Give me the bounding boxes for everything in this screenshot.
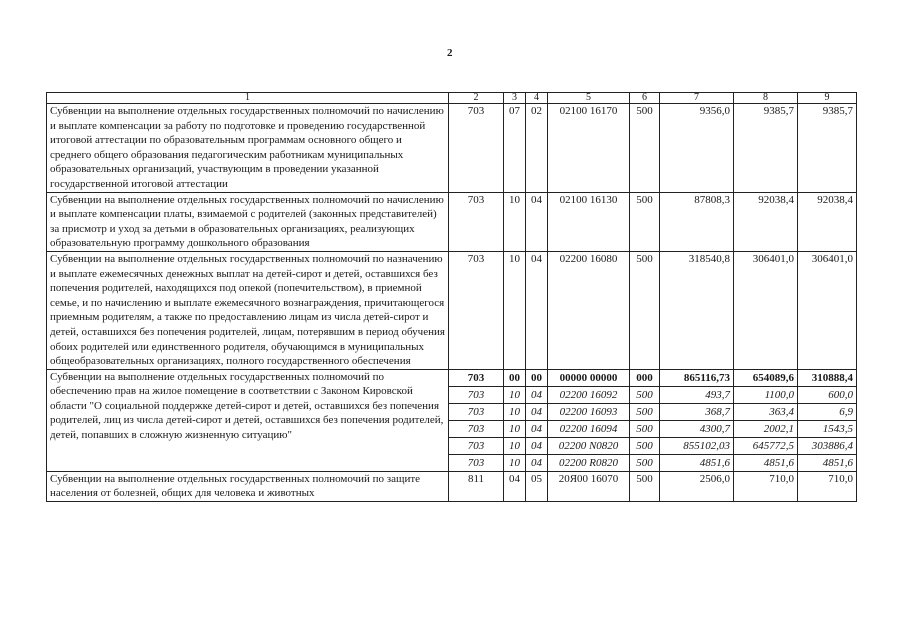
header-row bbox=[47, 93, 857, 104]
cell-section: 10 bbox=[504, 251, 526, 369]
cell-amount-col9: 4851,6 bbox=[798, 454, 857, 471]
cell-amount-col9: 9385,7 bbox=[798, 104, 857, 193]
cell-section: 00 bbox=[504, 369, 526, 386]
cell-target-code: 02200 R0820 bbox=[548, 454, 630, 471]
header-cell: 8 bbox=[734, 93, 798, 104]
cell-amount-col9: 306401,0 bbox=[798, 251, 857, 369]
cell-expense-type: 500 bbox=[630, 437, 660, 454]
cell-section: 10 bbox=[504, 420, 526, 437]
cell-section: 10 bbox=[504, 437, 526, 454]
cell-subsection: 04 bbox=[526, 454, 548, 471]
cell-amount-col7: 318540,8 bbox=[660, 251, 734, 369]
cell-ministry: 811 bbox=[449, 471, 504, 501]
cell-amount-col8: 306401,0 bbox=[734, 251, 798, 369]
cell-amount-col7: 87808,3 bbox=[660, 192, 734, 251]
cell-subsection: 04 bbox=[526, 192, 548, 251]
cell-subsection: 04 bbox=[526, 437, 548, 454]
cell-expense-type: 500 bbox=[630, 471, 660, 501]
cell-target-code: 02200 N0820 bbox=[548, 437, 630, 454]
header-cell: 9 bbox=[798, 93, 857, 104]
cell-section: 07 bbox=[504, 104, 526, 193]
cell-section: 10 bbox=[504, 403, 526, 420]
cell-target-code: 02100 16170 bbox=[548, 104, 630, 193]
cell-amount-col8: 363,4 bbox=[734, 403, 798, 420]
cell-ministry: 703 bbox=[449, 454, 504, 471]
cell-amount-col9: 310888,4 bbox=[798, 369, 857, 386]
budget-table bbox=[46, 92, 857, 502]
cell-amount-col8: 92038,4 bbox=[734, 192, 798, 251]
cell-amount-col9: 6,9 bbox=[798, 403, 857, 420]
row-description: Субвенции на выполнение отдельных государственных полномочий по защите населения от болезней, общих для человека и животных bbox=[47, 471, 449, 501]
cell-target-code: 02200 16093 bbox=[548, 403, 630, 420]
cell-expense-type: 500 bbox=[630, 104, 660, 193]
header-cell: 6 bbox=[630, 93, 660, 104]
cell-section: 10 bbox=[504, 386, 526, 403]
cell-amount-col9: 303886,4 bbox=[798, 437, 857, 454]
row-description: Субвенции на выполнение отдельных государственных полномочий по обеспечению прав на жилое помещение в соответствии с Законом Кировской области "О социальной поддержке детей-сирот и детей, оставшихся без попечения родителей, лиц из числа детей-сирот и детей, оставшихся без попечения родителей, детей, попавших в сложную жизненную ситуацию" bbox=[47, 369, 449, 471]
cell-ministry: 703 bbox=[449, 420, 504, 437]
header-cell: 1 bbox=[47, 93, 449, 104]
cell-amount-col7: 9356,0 bbox=[660, 104, 734, 193]
cell-subsection: 04 bbox=[526, 251, 548, 369]
cell-amount-col8: 4851,6 bbox=[734, 454, 798, 471]
header-cell: 7 bbox=[660, 93, 734, 104]
cell-subsection: 02 bbox=[526, 104, 548, 193]
cell-ministry: 703 bbox=[449, 192, 504, 251]
cell-expense-type: 500 bbox=[630, 386, 660, 403]
cell-amount-col8: 1100,0 bbox=[734, 386, 798, 403]
cell-subsection: 00 bbox=[526, 369, 548, 386]
page-number: 2 bbox=[447, 47, 453, 59]
cell-amount-col7: 4300,7 bbox=[660, 420, 734, 437]
header-cell: 3 bbox=[504, 93, 526, 104]
cell-amount-col7: 865116,73 bbox=[660, 369, 734, 386]
cell-amount-col9: 710,0 bbox=[798, 471, 857, 501]
table-row bbox=[47, 471, 857, 501]
cell-amount-col8: 9385,7 bbox=[734, 104, 798, 193]
cell-expense-type: 500 bbox=[630, 454, 660, 471]
cell-target-code: 20Я00 16070 bbox=[548, 471, 630, 501]
cell-expense-type: 000 bbox=[630, 369, 660, 386]
header-cell: 5 bbox=[548, 93, 630, 104]
cell-amount-col7: 4851,6 bbox=[660, 454, 734, 471]
table-row bbox=[47, 104, 857, 193]
row-description: Субвенции на выполнение отдельных государственных полномочий по начислению и выплате компенсации за работу по подготовке и проведению государственной итоговой аттестации по образовательным программам основного общего и среднего общего образования педагогическим работникам муниципальных образовательных организаций, участвующим в проведении указанной государственной итоговой аттестации bbox=[47, 104, 449, 193]
cell-section: 10 bbox=[504, 192, 526, 251]
cell-subsection: 04 bbox=[526, 420, 548, 437]
cell-ministry: 703 bbox=[449, 369, 504, 386]
cell-target-code: 02200 16080 bbox=[548, 251, 630, 369]
cell-target-code: 00000 00000 bbox=[548, 369, 630, 386]
cell-amount-col7: 368,7 bbox=[660, 403, 734, 420]
cell-section: 04 bbox=[504, 471, 526, 501]
cell-ministry: 703 bbox=[449, 386, 504, 403]
cell-expense-type: 500 bbox=[630, 420, 660, 437]
table-row bbox=[47, 251, 857, 369]
cell-amount-col8: 645772,5 bbox=[734, 437, 798, 454]
cell-target-code: 02100 16130 bbox=[548, 192, 630, 251]
table-row bbox=[47, 192, 857, 251]
row-description: Субвенции на выполнение отдельных государственных полномочий по назначению и выплате ежемесячных денежных выплат на детей-сирот и детей, оставшихся без попечения родителей, находящихся под опекой (попечительством), в приемной семье, и по начислению и выплате ежемесячного вознаграждения, причитающегося приемным родителям, а также по предоставлению лицам из числа детей-сирот и детей, оставшихся без попечения родителей, лицам, потерявшим в период обучения обоих родителей или единственного родителя, обучающимся в муниципальных общеобразовательных организациях, полного государственного обеспечения bbox=[47, 251, 449, 369]
cell-amount-col9: 92038,4 bbox=[798, 192, 857, 251]
cell-ministry: 703 bbox=[449, 251, 504, 369]
cell-ministry: 703 bbox=[449, 104, 504, 193]
table-row-total bbox=[47, 369, 857, 386]
header-cell: 4 bbox=[526, 93, 548, 104]
cell-section: 10 bbox=[504, 454, 526, 471]
cell-amount-col8: 710,0 bbox=[734, 471, 798, 501]
cell-amount-col9: 600,0 bbox=[798, 386, 857, 403]
cell-amount-col7: 855102,03 bbox=[660, 437, 734, 454]
cell-expense-type: 500 bbox=[630, 192, 660, 251]
cell-expense-type: 500 bbox=[630, 403, 660, 420]
cell-target-code: 02200 16094 bbox=[548, 420, 630, 437]
cell-amount-col7: 2506,0 bbox=[660, 471, 734, 501]
cell-subsection: 05 bbox=[526, 471, 548, 501]
cell-amount-col9: 1543,5 bbox=[798, 420, 857, 437]
cell-subsection: 04 bbox=[526, 386, 548, 403]
cell-amount-col8: 2002,1 bbox=[734, 420, 798, 437]
cell-ministry: 703 bbox=[449, 437, 504, 454]
header-cell: 2 bbox=[449, 93, 504, 104]
cell-amount-col8: 654089,6 bbox=[734, 369, 798, 386]
row-description: Субвенции на выполнение отдельных государственных полномочий по начислению и выплате компенсации платы, взимаемой с родителей (законных представителей) за присмотр и уход за детьми в образовательных организациях, реализующих образовательную программу дошкольного образования bbox=[47, 192, 449, 251]
cell-target-code: 02200 16092 bbox=[548, 386, 630, 403]
cell-expense-type: 500 bbox=[630, 251, 660, 369]
cell-amount-col7: 493,7 bbox=[660, 386, 734, 403]
cell-ministry: 703 bbox=[449, 403, 504, 420]
cell-subsection: 04 bbox=[526, 403, 548, 420]
